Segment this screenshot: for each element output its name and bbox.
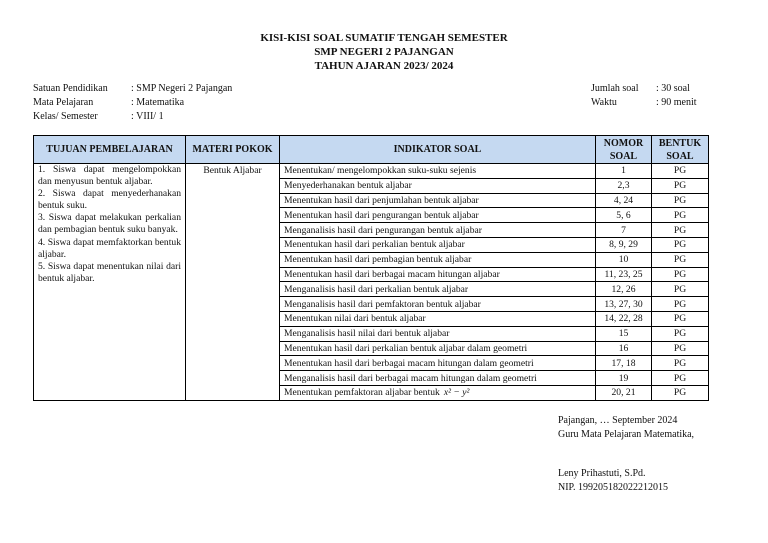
header-bentuk: BENTUK SOAL <box>652 136 709 164</box>
bentuk-cell: PG <box>652 164 709 179</box>
nomor-cell: 8, 9, 29 <box>596 237 652 252</box>
meta-row <box>591 82 697 96</box>
nomor-cell: 7 <box>596 223 652 238</box>
header-materi: MATERI POKOK <box>186 136 280 164</box>
meta-label: Satuan Pendidikan <box>33 83 108 94</box>
meta-value: : 90 menit <box>656 97 697 108</box>
header-indikator: INDIKATOR SOAL <box>280 136 596 164</box>
bentuk-cell: PG <box>652 282 709 297</box>
meta-label: Kelas/ Semester <box>33 111 98 122</box>
goal-item: 2. Siswa dapat menyederhanakan bentuk suku. <box>38 188 181 212</box>
indikator-cell: Menganalisis hasil nilai dari bentuk aljabar <box>280 326 596 341</box>
meta-left <box>33 82 232 124</box>
nomor-cell: 5, 6 <box>596 208 652 223</box>
goals-cell <box>34 164 186 401</box>
meta-label: Mata Pelajaran <box>33 97 94 108</box>
header-tujuan: TUJUAN PEMBELAJARAN <box>34 136 186 164</box>
meta-row <box>33 110 232 124</box>
nomor-cell: 2,3 <box>596 178 652 193</box>
table-header-row <box>34 136 709 164</box>
indikator-cell: Menentukan hasil dari perkalian bentuk aljabar dalam geometri <box>280 341 596 356</box>
indikator-cell: Menganalisis hasil dari pengurangan bentuk aljabar <box>280 223 596 238</box>
meta-label: Jumlah soal <box>591 83 639 94</box>
bentuk-cell: PG <box>652 237 709 252</box>
table-row <box>34 164 709 179</box>
academic-year: TAHUN AJARAN 2023/ 2024 <box>314 60 454 72</box>
bentuk-cell: PG <box>652 341 709 356</box>
table-body <box>34 164 709 401</box>
indikator-cell: Menganalisis hasil dari perkalian bentuk aljabar <box>280 282 596 297</box>
bentuk-cell: PG <box>652 208 709 223</box>
nomor-cell: 17, 18 <box>596 356 652 371</box>
document-title: KISI-KISI SOAL SUMATIF TENGAH SEMESTER <box>260 32 508 44</box>
formula: x² − y² <box>443 387 470 399</box>
indikator-cell: Menganalisis hasil dari pemfaktoran bentuk aljabar <box>280 297 596 312</box>
indikator-cell: Menentukan hasil dari perkalian bentuk aljabar <box>280 237 596 252</box>
nomor-cell: 15 <box>596 326 652 341</box>
indikator-cell: Menentukan hasil dari pengurangan bentuk aljabar <box>280 208 596 223</box>
nomor-cell: 4, 24 <box>596 193 652 208</box>
bentuk-cell: PG <box>652 193 709 208</box>
bentuk-cell: PG <box>652 297 709 312</box>
goal-item: 4. Siswa dapat memfaktorkan bentuk aljabar. <box>38 236 181 260</box>
indikator-text: Menentukan pemfaktoran aljabar bentuk <box>284 387 440 399</box>
meta-value: : 30 soal <box>656 83 690 94</box>
nomor-cell: 13, 27, 30 <box>596 297 652 312</box>
nomor-cell: 20, 21 <box>596 385 652 400</box>
nomor-cell: 1 <box>596 164 652 179</box>
indikator-cell: Menentukan hasil dari berbagai macam hitungan aljabar <box>280 267 596 282</box>
indikator-cell: Menyederhanakan bentuk aljabar <box>280 178 596 193</box>
meta-value: : SMP Negeri 2 Pajangan <box>131 83 233 94</box>
indikator-cell: Menganalisis hasil dari berbagai macam hitungan dalam geometri <box>280 371 596 386</box>
signature-role: Guru Mata Pelajaran Matematika, <box>558 429 695 440</box>
bentuk-cell: PG <box>652 311 709 326</box>
nomor-cell: 11, 23, 25 <box>596 267 652 282</box>
indikator-cell: Menentukan hasil dari berbagai macam hitungan dalam geometri <box>280 356 596 371</box>
school-name: SMP NEGERI 2 PAJANGAN <box>314 46 454 58</box>
indikator-cell: Menentukan hasil dari penjumlahan bentuk aljabar <box>280 193 596 208</box>
bentuk-cell: PG <box>652 252 709 267</box>
nomor-cell: 14, 22, 28 <box>596 311 652 326</box>
bentuk-cell: PG <box>652 326 709 341</box>
goal-item: 5. Siswa dapat menentukan nilai dari bentuk aljabar. <box>38 260 181 284</box>
header-nomor: NOMOR SOAL <box>596 136 652 164</box>
indikator-cell: Menentukan hasil dari pembagian bentuk aljabar <box>280 252 596 267</box>
materi-cell: Bentuk Aljabar <box>186 164 280 401</box>
bentuk-cell: PG <box>652 356 709 371</box>
goal-item: 1. Siswa dapat mengelompokkan dan menyusun bentuk aljabar. <box>38 164 181 188</box>
grid-table <box>33 135 709 401</box>
signature-nip: NIP. 199205182022212015 <box>558 482 669 493</box>
indikator-cell: Menentukan nilai dari bentuk aljabar <box>280 311 596 326</box>
bentuk-cell: PG <box>652 267 709 282</box>
signature-place-date: Pajangan, … September 2024 <box>558 415 678 426</box>
nomor-cell: 19 <box>596 371 652 386</box>
meta-row <box>33 96 232 110</box>
indikator-cell: Menentukan/ mengelompokkan suku-suku sejenis <box>280 164 596 179</box>
indikator-cell <box>280 385 596 400</box>
nomor-cell: 16 <box>596 341 652 356</box>
meta-value: : Matematika <box>131 97 185 108</box>
meta-right <box>591 82 697 110</box>
bentuk-cell: PG <box>652 385 709 400</box>
nomor-cell: 12, 26 <box>596 282 652 297</box>
meta-row <box>33 82 232 96</box>
nomor-cell: 10 <box>596 252 652 267</box>
goal-item: 3. Siswa dapat melakukan perkalian dan pembagian bentuk suku banyak. <box>38 212 181 236</box>
meta-label: Waktu <box>591 97 617 108</box>
meta-value: : VIII/ 1 <box>131 111 164 122</box>
meta-row <box>591 96 697 110</box>
bentuk-cell: PG <box>652 178 709 193</box>
bentuk-cell: PG <box>652 223 709 238</box>
signature-name: Leny Prihastuti, S.Pd. <box>558 468 646 479</box>
bentuk-cell: PG <box>652 371 709 386</box>
